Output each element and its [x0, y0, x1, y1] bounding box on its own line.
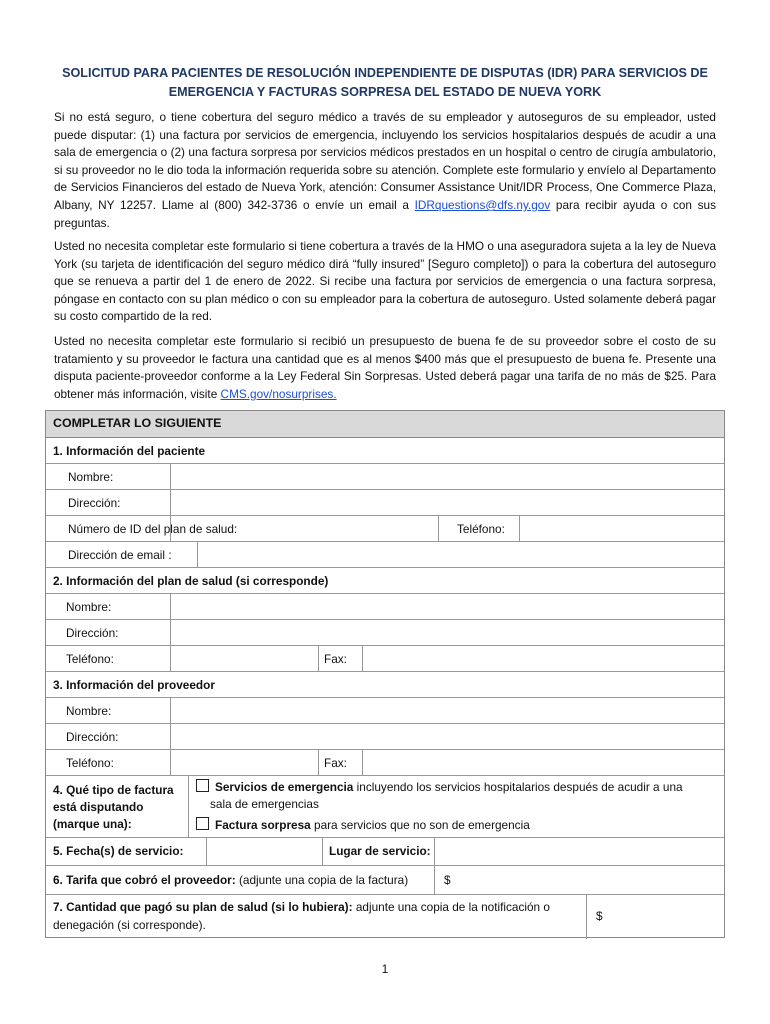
provider-phone-label: Teléfono:	[66, 756, 114, 770]
emergency-services-checkbox[interactable]	[196, 779, 209, 792]
row-divider	[46, 723, 724, 724]
surprise-bill-checkbox[interactable]	[196, 817, 209, 830]
section-provider-title: 3. Información del proveedor	[53, 678, 215, 692]
row-divider	[46, 489, 724, 490]
plan-fax-field[interactable]	[366, 648, 720, 668]
service-dates-field[interactable]	[210, 840, 318, 862]
plan-phone-field[interactable]	[174, 648, 314, 668]
plan-fax-label: Fax:	[324, 652, 347, 666]
emergency-services-option-text: incluyendo los servicios hospitalarios después de acudir a una	[353, 780, 683, 794]
provider-fax-label: Fax:	[324, 756, 347, 770]
service-dates-label: 5. Fecha(s) de servicio:	[53, 844, 184, 858]
provider-fax-field[interactable]	[366, 752, 720, 772]
col-divider	[188, 775, 189, 837]
form-header-title: COMPLETAR LO SIGUIENTE	[53, 416, 222, 430]
col-divider	[318, 645, 319, 671]
provider-fee-currency: $	[444, 873, 451, 887]
cms-link[interactable]: CMS.gov/nosurprises.	[220, 386, 337, 401]
row-divider	[46, 619, 724, 620]
plan-payment-currency: $	[596, 909, 603, 923]
patient-email-field[interactable]	[201, 544, 720, 564]
patient-phone-field[interactable]	[523, 518, 720, 538]
provider-address-field[interactable]	[174, 726, 720, 746]
service-place-label: Lugar de servicio:	[329, 844, 431, 858]
intro-paragraph-1	[54, 109, 716, 232]
provider-name-label: Nombre:	[66, 704, 112, 718]
row-divider	[46, 837, 724, 838]
provider-fee-label	[53, 873, 408, 888]
plan-payment-label-line-2: denegación (si corresponde).	[53, 918, 206, 932]
row-divider	[46, 593, 724, 594]
col-divider	[322, 837, 323, 865]
col-divider	[519, 515, 520, 541]
intro-paragraph-3-text: Usted no necesita completar este formulario si recibió un presupuesto de buena fe de su proveedor sobre el costo de su tratamiento y su proveedor le factura una cantidad que es al menos $400 más que el presupuesto de buena fe. Presente una disputa paciente-proveedor conforme a la Ley Federal Sin Sorpresas. Usted deberá pagar una tarifa de no más de $25. Para obtener más información, visite	[54, 334, 716, 401]
intro-paragraph-1-tail: para recibir ayuda o con sus preguntas.	[54, 197, 716, 230]
col-divider	[362, 749, 363, 775]
col-divider	[170, 697, 171, 775]
patient-name-field[interactable]	[174, 466, 720, 486]
plan-address-label: Dirección:	[66, 626, 119, 640]
form-header	[46, 411, 724, 438]
plan-phone-label: Teléfono:	[66, 652, 114, 666]
provider-phone-field[interactable]	[174, 752, 314, 772]
plan-payment-label-text: adjunte una copia de la notificación o	[352, 900, 550, 914]
intro-paragraph-1-text: Si no está seguro, o tiene cobertura del seguro médico a través de su empleador y autoseguros de su empleador, usted puede disputar: (1) una factura por servicios de emergencia, incluyendo los servicios hospitalarios después de acudir a una sala de emergencia o (2) una factura sorpresa por servicios médicos prestados en un hospital o centro de cirugía ambulatorio, si su proveedor no le dio toda la información requerida sobre su atención. Complete este formulario y envíelo al Departamento de Servicios Financieros del estado de Nueva York, atención: Consumer Assistance Unit/IDR Process, One Commerce Plaza, Albany, NY 12257. Llame al (800) 342-3736 o envíe un email a	[54, 110, 716, 212]
row-divider	[46, 775, 724, 776]
emergency-services-option-title: Servicios de emergencia	[215, 780, 354, 794]
row-divider	[46, 567, 724, 568]
provider-fee-label-text: (adjunte una copia de la factura)	[235, 873, 409, 887]
provider-address-label: Dirección:	[66, 730, 119, 744]
surprise-bill-option	[215, 818, 530, 833]
plan-payment-label-title: 7. Cantidad que pagó su plan de salud (si lo hubiera):	[53, 900, 353, 914]
intro-paragraph-2: Usted no necesita completar este formulario si tiene cobertura a través de la HMO o una aseguradora sujeta a la ley de Nueva York (su tarjeta de identificación del seguro médico dirá “fully insured” [Seguro completo]) o para la cobertura del autoseguro que se renueva a partir del 1 de enero de 2022. Si recibe una factura por servicios de emergencia o una factura sorpresa, póngase en contacto con su plan médico o con su empleador para la cobertura de autoseguro. Usted solamente deberá pagar su costo compartido de la red.	[54, 239, 716, 324]
plan-name-label: Nombre:	[66, 600, 112, 614]
col-divider	[170, 593, 171, 671]
surprise-bill-option-title: Factura sorpresa	[215, 818, 311, 832]
bill-type-label-line-1: 4. Qué tipo de factura	[53, 783, 174, 797]
provider-fee-field[interactable]	[456, 869, 720, 891]
row-divider	[46, 541, 724, 542]
surprise-bill-option-text: para servicios que no son de emergencia	[310, 818, 530, 832]
section-health-plan-title: 2. Información del plan de salud (si corresponde)	[53, 574, 329, 588]
page-title: SOLICITUD PARA PACIENTES DE RESOLUCIÓN INDEPENDIENTE DE DISPUTAS (IDR) PARA SERVICIOS DE EMERGENCIA Y FACTURAS SORPRESA DEL ESTADO DE NUEVA YORK	[62, 66, 708, 99]
col-divider	[362, 645, 363, 671]
provider-name-field[interactable]	[174, 700, 720, 720]
section-patient-title: 1. Información del paciente	[53, 444, 206, 458]
row-divider	[46, 749, 724, 750]
plan-payment-field[interactable]	[608, 905, 720, 927]
patient-plan-id-label: Número de ID del plan de salud:	[68, 522, 238, 536]
col-divider	[434, 837, 435, 865]
emergency-services-option-line-2: sala de emergencias	[210, 797, 319, 811]
row-divider	[46, 697, 724, 698]
row-divider	[46, 865, 724, 866]
col-divider	[318, 749, 319, 775]
col-divider	[434, 865, 435, 894]
patient-plan-id-field[interactable]	[253, 518, 433, 538]
patient-email-label: Dirección de email :	[68, 548, 172, 562]
intro-paragraph-3	[54, 333, 716, 403]
plan-name-field[interactable]	[174, 596, 720, 616]
patient-address-label: Dirección:	[68, 496, 121, 510]
row-divider	[46, 463, 724, 464]
page-number: 1	[381, 962, 389, 976]
emergency-services-option	[215, 780, 683, 795]
service-place-field[interactable]	[438, 840, 720, 862]
email-link[interactable]: IDRquestions@dfs.ny.gov	[414, 197, 551, 212]
col-divider	[586, 894, 587, 939]
patient-phone-label: Teléfono:	[457, 522, 505, 536]
row-divider	[46, 894, 724, 895]
row-divider	[46, 671, 724, 672]
patient-address-field[interactable]	[174, 492, 720, 512]
col-divider	[197, 541, 198, 567]
col-divider	[206, 837, 207, 865]
row-divider	[46, 515, 724, 516]
row-divider	[46, 645, 724, 646]
request-form	[45, 410, 725, 938]
patient-name-label: Nombre:	[68, 470, 114, 484]
col-divider	[438, 515, 439, 541]
plan-address-field[interactable]	[174, 622, 720, 642]
provider-fee-label-title: 6. Tarifa que cobró el proveedor:	[53, 873, 236, 887]
bill-type-label-line-2: está disputando	[53, 800, 144, 814]
bill-type-label-line-3: (marque una):	[53, 817, 132, 831]
plan-payment-label	[53, 900, 550, 915]
